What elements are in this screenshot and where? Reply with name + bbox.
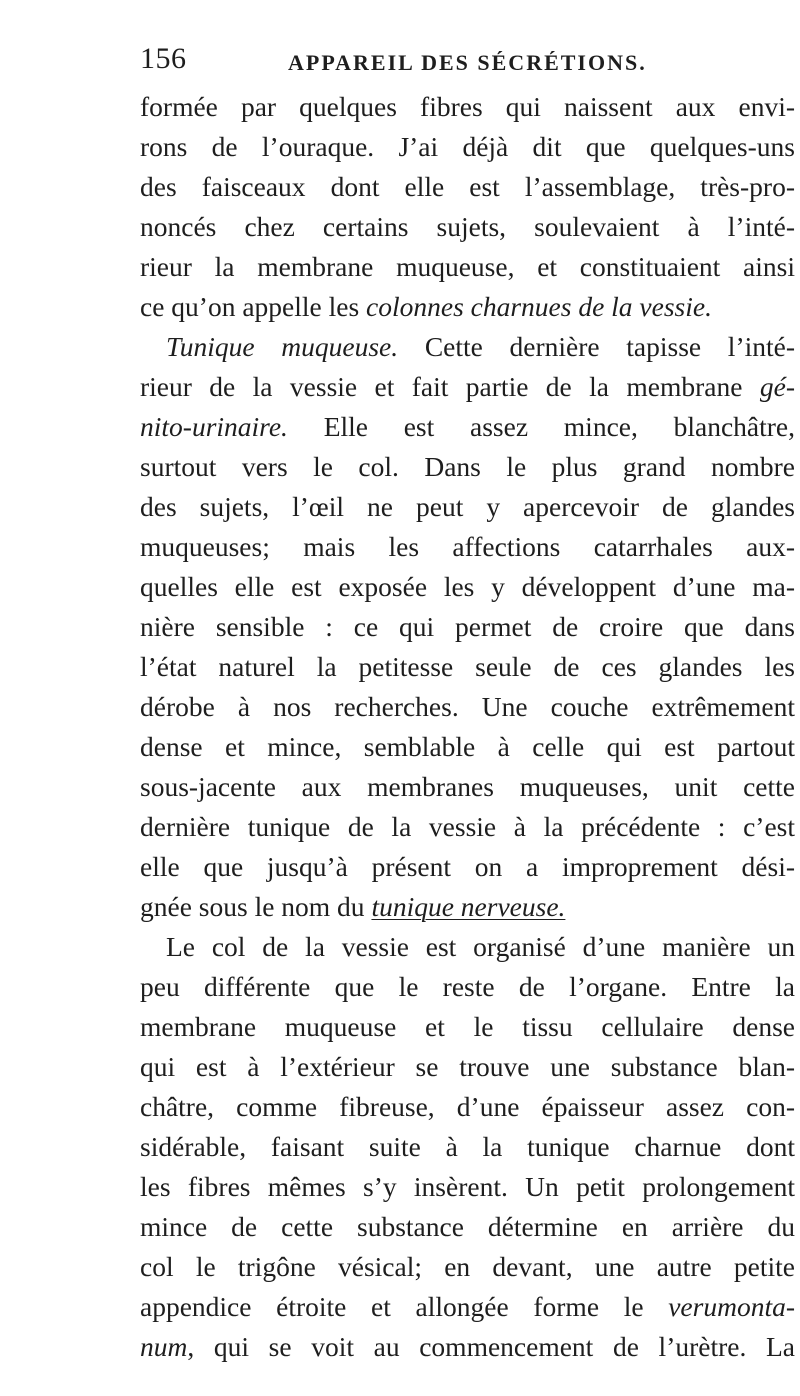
text-segment: , qui se voit au commencement de l’urètre. La <box>187 1331 795 1362</box>
italic-text-segment: colonnes charnues de la vessie. <box>366 291 712 322</box>
text-segment: les fibres mêmes s’y insèrent. Un petit prolongement <box>140 1171 795 1202</box>
text-line <box>140 367 795 407</box>
text-segment: muqueuses; mais les affections catarrhales aux- <box>140 531 795 562</box>
text-segment: rons de l’ouraque. J’ai déjà dit que quelques-uns <box>140 131 795 162</box>
running-head: APPAREIL DES SÉCRÉTIONS. <box>288 50 647 75</box>
text-segment: Elle est assez mince, blanchâtre, <box>287 411 795 442</box>
text-segment: Le col de la vessie est organisé d’une manière un <box>166 931 795 962</box>
text-line <box>140 247 795 287</box>
text-segment: dense et mince, semblable à celle qui est partout <box>140 731 795 762</box>
text-line <box>140 287 795 327</box>
text-line <box>140 767 795 807</box>
text-segment: elle que jusqu’à présent on a improprement dési- <box>140 851 795 882</box>
text-segment: dérobe à nos recherches. Une couche extrêmement <box>140 691 795 722</box>
text-segment: des sujets, l’œil ne peut y apercevoir de glandes <box>140 491 795 522</box>
text-segment: formée par quelques fibres qui naissent aux envi- <box>140 91 795 122</box>
text-line <box>140 1087 795 1127</box>
text-line <box>140 527 795 567</box>
text-segment: des faisceaux dont elle est l’assemblage, très-pro- <box>140 171 795 202</box>
text-line <box>140 487 795 527</box>
text-segment: quelles elle est exposée les y développent d’une ma- <box>140 571 795 602</box>
text-segment: sous-jacente aux membranes muqueuses, unit cette <box>140 771 795 802</box>
text-line <box>140 1047 795 1087</box>
text-segment: dernière tunique de la vessie à la précédente : c’est <box>140 811 795 842</box>
text-segment: rieur de la vessie et fait partie de la membrane <box>140 371 760 402</box>
text-segment: gnée sous le nom du <box>140 891 372 922</box>
text-segment: peu différente que le reste de l’organe. Entre la <box>140 971 795 1002</box>
text-line <box>140 1127 795 1167</box>
text-line <box>140 727 795 767</box>
text-line <box>140 87 795 127</box>
text-line <box>140 807 795 847</box>
text-line <box>140 1287 795 1327</box>
text-segment: châtre, comme fibreuse, d’une épaisseur assez con- <box>140 1091 795 1122</box>
text-line <box>140 127 795 167</box>
text-segment: mince de cette substance détermine en arrière du <box>140 1211 795 1242</box>
italic-text-segment: tunique nerveuse. <box>371 891 566 922</box>
italic-text-segment: Tunique muqueuse. <box>166 331 399 362</box>
text-segment: rieur la membrane muqueuse, et constituaient ainsi <box>140 251 795 282</box>
text-segment: sidérable, faisant suite à la tunique charnue dont <box>140 1131 795 1162</box>
text-line <box>140 567 795 607</box>
text-line <box>140 167 795 207</box>
text-line <box>140 607 795 647</box>
text-line <box>140 1247 795 1287</box>
text-line <box>140 847 795 887</box>
text-segment: Cette dernière tapisse l’inté- <box>398 331 795 362</box>
text-line <box>140 447 795 487</box>
text-segment: noncés chez certains sujets, soulevaient à l’inté- <box>140 211 795 242</box>
text-line <box>140 647 795 687</box>
text-segment: qui est à l’extérieur se trouve une substance blan- <box>140 1051 795 1082</box>
body-text <box>140 87 795 1367</box>
text-line <box>140 967 795 1007</box>
page-number: 156 <box>140 42 187 75</box>
text-segment: ce qu’on appelle les <box>140 291 367 322</box>
text-line <box>140 887 795 927</box>
text-segment: nière sensible : ce qui permet de croire que dans <box>140 611 795 642</box>
text-segment: col le trigône vésical; en devant, une autre petite <box>140 1251 795 1282</box>
italic-text-segment: gé- <box>759 371 795 402</box>
text-segment: l’état naturel la petitesse seule de ces glandes les <box>140 651 795 682</box>
text-line <box>140 207 795 247</box>
text-segment: surtout vers le col. Dans le plus grand nombre <box>140 451 795 482</box>
text-line <box>140 687 795 727</box>
text-line <box>140 927 795 967</box>
page-header <box>140 42 800 86</box>
text-line <box>140 407 795 447</box>
text-line <box>140 1327 795 1367</box>
text-line <box>140 1207 795 1247</box>
italic-text-segment: num <box>140 1331 188 1362</box>
text-line <box>140 327 795 367</box>
text-segment: appendice étroite et allongée forme le <box>140 1291 669 1322</box>
text-segment: membrane muqueuse et le tissu cellulaire dense <box>140 1011 795 1042</box>
text-line <box>140 1167 795 1207</box>
italic-text-segment: verumonta- <box>668 1291 795 1322</box>
text-line <box>140 1007 795 1047</box>
italic-text-segment: nito-urinaire. <box>140 411 288 442</box>
